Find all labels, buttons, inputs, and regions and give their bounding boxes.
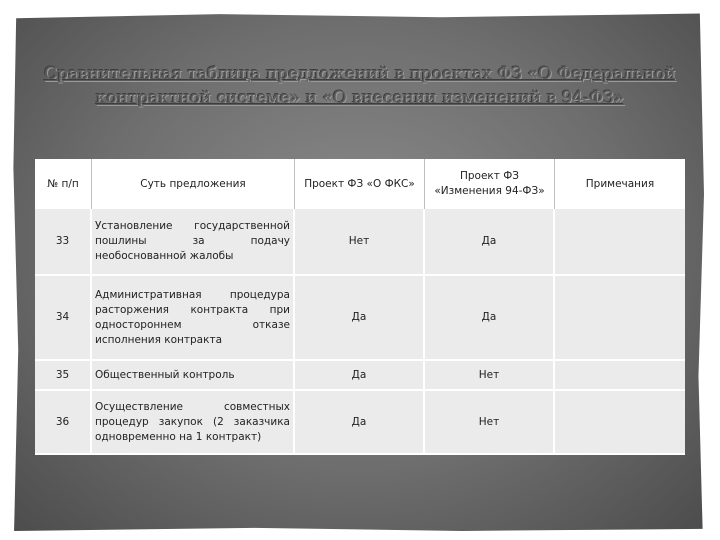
header-fks: Проект ФЗ «О ФКС» — [295, 159, 425, 209]
row-essence-text: Общественный контроль — [95, 368, 235, 381]
row-notes — [555, 361, 685, 391]
row-essence — [92, 209, 295, 276]
row-changes: Нет — [425, 361, 555, 391]
row-notes — [555, 391, 685, 455]
header-notes: Примечания — [555, 159, 685, 209]
row-num: 34 — [35, 276, 92, 361]
row-essence-text: Административная процедура расторжения контракта при одностороннем отказе исполнения контракта — [95, 288, 290, 346]
table-row — [35, 209, 685, 276]
row-notes — [555, 276, 685, 361]
row-num: 35 — [35, 361, 92, 391]
header-changes: Проект ФЗ «Изменения 94-ФЗ» — [425, 159, 555, 209]
row-fks: Да — [295, 276, 425, 361]
row-fks: Да — [295, 391, 425, 455]
row-changes: Нет — [425, 391, 555, 455]
header-num: № п/п — [35, 159, 92, 209]
table-row — [35, 391, 685, 455]
row-changes: Да — [425, 209, 555, 276]
row-fks: Нет — [295, 209, 425, 276]
table-row — [35, 361, 685, 391]
table-header-row — [35, 159, 685, 209]
header-essence: Суть предложения — [92, 159, 295, 209]
row-essence — [92, 391, 295, 455]
slide-title: Сравнительная таблица предложений в проектах ФЗ «О Федеральной контрактной системе» и «О внесении изменений в 94-ФЗ» — [44, 64, 676, 108]
comparison-table — [35, 159, 685, 455]
row-num: 36 — [35, 391, 92, 455]
row-essence-text: Осуществление совместных процедур закупок (2 заказчика одновременно на 1 контракт) — [95, 400, 290, 443]
row-essence-text: Установление государственной пошлины за подачу необоснованной жалобы — [95, 220, 290, 262]
row-fks: Да — [295, 361, 425, 391]
row-num: 33 — [35, 209, 92, 276]
row-notes — [555, 209, 685, 276]
row-essence — [92, 361, 295, 391]
table-row — [35, 276, 685, 361]
row-changes: Да — [425, 276, 555, 361]
row-essence — [92, 276, 295, 361]
